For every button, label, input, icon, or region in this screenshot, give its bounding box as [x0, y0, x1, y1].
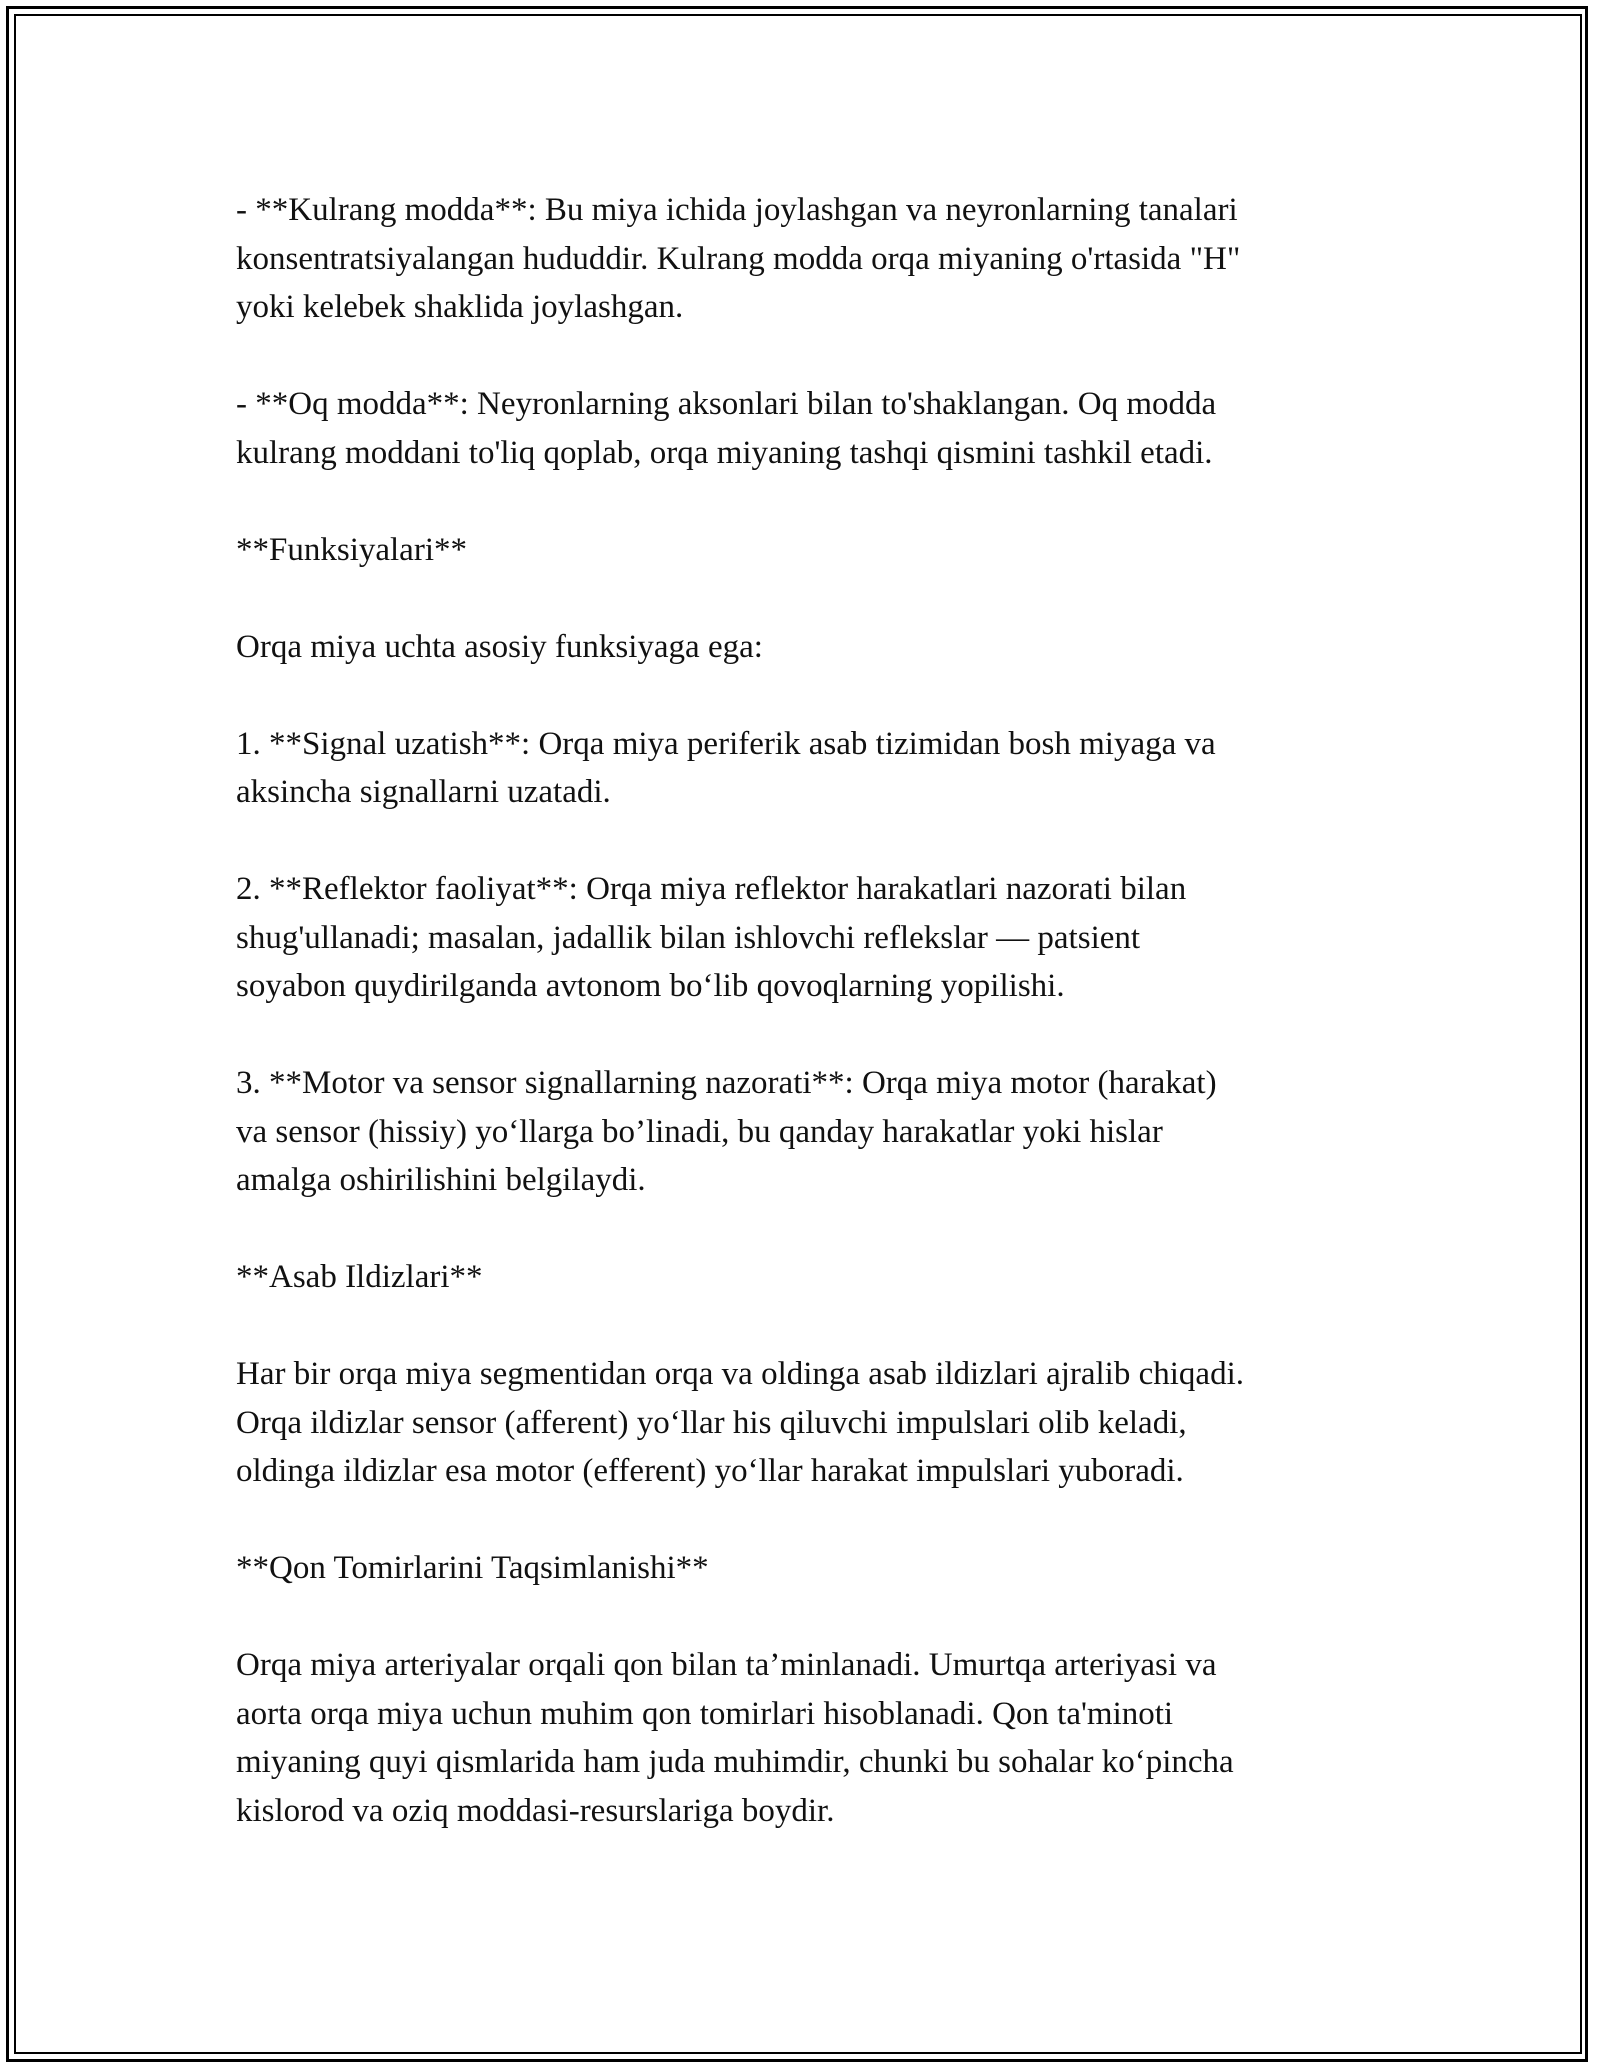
paragraph-gray-matter: - **Kulrang modda**: Bu miya ichida joylashgan va neyronlarning tanalari konsentratsiyalangan hududdir. Kulrang modda orqa miyaning o'rtasida "H" yoki kelebek shaklida joylashgan.	[236, 192, 1241, 325]
paragraph-blood-supply: Orqa miya arteriyalar orqali qon bilan ta’minlanadi. Umurtqa arteriyasi va aorta orqa miya uchun muhim qon tomirlari hisoblanadi. Qon ta'minoti miyaning quyi qismlarida ham juda muhimdir, chunki bu sohalar ko‘pincha kislorod va oziq moddasi-resurslariga boydir.	[236, 1647, 1234, 1829]
paragraph-white-matter: - **Oq modda**: Neyronlarning aksonlari bilan to'shaklangan. Oq modda kulrang moddani to'liq qoplab, orqa miyaning tashqi qismini tashkil etadi.	[236, 386, 1217, 471]
list-item-motor-sensor-control: 3. **Motor va sensor signallarning nazorati**: Orqa miya motor (harakat) va sensor (hissiy) yo‘llarga bo’linadi, bu qanday harakatlar yoki hislar amalga oshirilishini belgilaydi.	[236, 1065, 1217, 1198]
list-item-signal-transmission: 1. **Signal uzatish**: Orqa miya periferik asab tizimidan bosh miyaga va aksincha signallarni uzatadi.	[236, 725, 1216, 810]
heading-blood-supply: **Qon Tomirlarini Taqsimlanishi**	[236, 1550, 709, 1586]
heading-functions: **Funksiyalari**	[236, 531, 467, 568]
paragraph-functions-intro: Orqa miya uchta asosiy funksiyaga ega:	[236, 628, 763, 665]
list-item-reflex-activity: 2. **Reflektor faoliyat**: Orqa miya reflektor harakatlari nazorati bilan shug'ullanadi; masalan, jadallik bilan ishlovchi reflekslar — patsient soyabon quydirilganda avtonom bo‘lib qovoqlarning yopilishi.	[236, 871, 1187, 1004]
document-body	[236, 186, 1376, 1884]
paragraph-nerve-roots: Har bir orqa miya segmentidan orqa va oldinga asab ildizlari ajralib chiqadi. Orqa ildizlar sensor (afferent) yo‘llar his qiluvchi impulslari olib keladi, oldinga ildizlar esa motor (efferent) yo‘llar harakat impulslari yuboradi.	[236, 1356, 1244, 1489]
heading-nerve-roots: **Asab Ildizlari**	[236, 1259, 483, 1295]
